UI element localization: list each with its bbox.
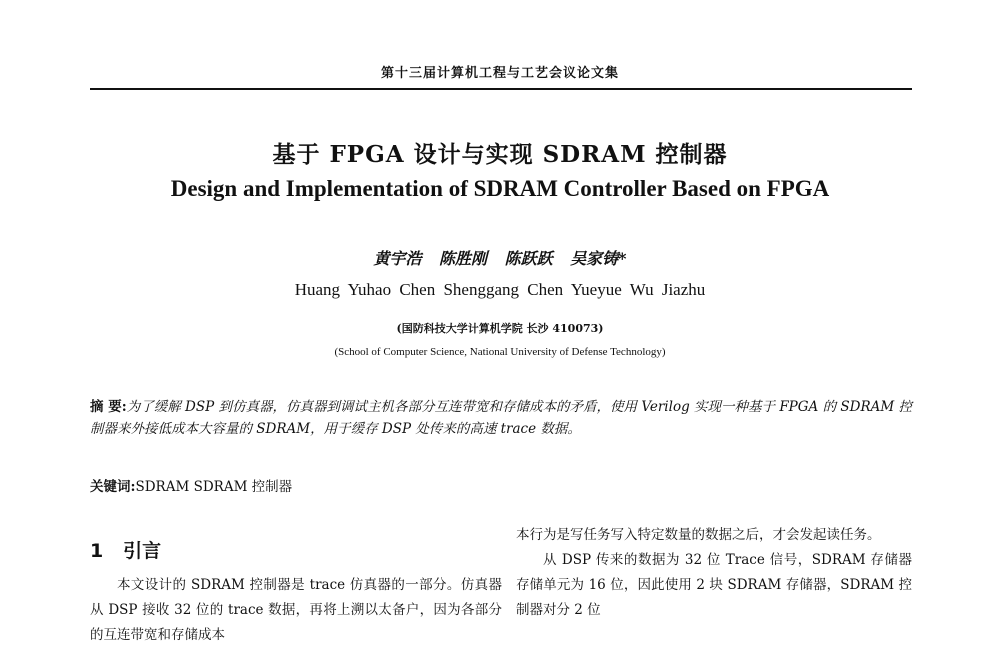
running-header: 第十三届计算机工程与工艺会议论文集 (380, 66, 619, 81)
title-zh: 基于 FPGA 设计与实现 SDRAM 控制器 (272, 141, 728, 168)
right-column (516, 523, 912, 623)
right-paragraph-2: 从 DSP 传来的数据为 32 位 Trace 信号，SDRAM 存储器存储单元为 16 位，因此使用 2 块 SDRAM 存储器，SDRAM 控制器对分 2 位 (516, 552, 912, 618)
abstract-label: 摘 要: (90, 399, 127, 415)
section-number: 1 (90, 540, 104, 562)
authors-en: Huang Yuhao Chen Shenggang Chen Yueyue Wu Jiazhu (294, 280, 706, 299)
header-rule (90, 88, 912, 90)
keywords (90, 475, 912, 495)
section-heading (90, 536, 161, 563)
left-column (90, 573, 502, 648)
left-paragraph: 本文设计的 SDRAM 控制器是 trace 仿真器的一部分。仿真器从 DSP 接收 32 位的 trace 数据，再将上溯以太备户，因为各部分的互连带宽和存储成本 (90, 577, 502, 643)
abstract (90, 396, 912, 440)
section-title: 引言 (123, 540, 162, 562)
affiliation-zh: (国防科技大学计算机学院 长沙 410073) (396, 322, 604, 335)
keywords-text: SDRAM SDRAM 控制器 (135, 479, 293, 495)
affiliation-en: (School of Computer Science, National University of Defense Technology) (334, 346, 666, 358)
abstract-text: 为了缓解 DSP 到仿真器，仿真器到调试主机各部分互连带宽和存储成本的矛盾，使用 Verilog 实现一种基于 FPGA 的 SDRAM 控制器来外接低成本大容量的 SDRAM，用于缓存 DSP 处传来的高速 trace 数据。 (90, 399, 912, 437)
keywords-label: 关键词: (90, 479, 136, 495)
title-en: Design and Implementation of SDRAM Controller Based on FPGA (170, 176, 830, 201)
authors-zh: 黄宇浩 陈胜刚 陈跃跃 吴家铸* (373, 249, 627, 268)
right-paragraph-1: 本行为是写任务写入特定数量的数据之后，才会发起读任务。 (516, 527, 881, 543)
